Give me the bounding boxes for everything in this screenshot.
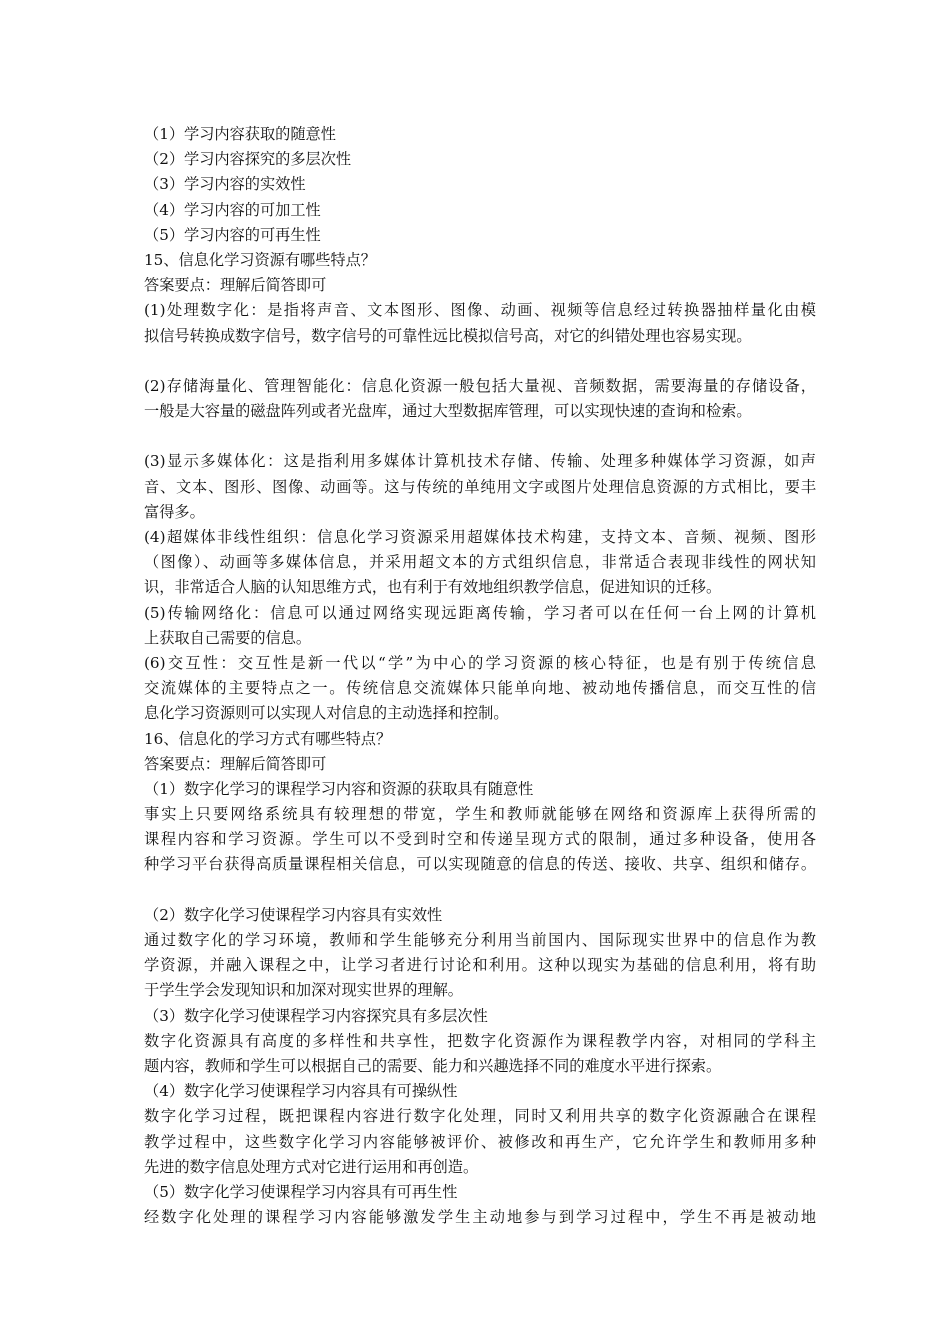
text-line: 15、信息化学习资源有哪些特点？ <box>144 250 376 269</box>
text-line: （2）学习内容探究的多层次性 <box>144 150 352 169</box>
text-line: 答案要点：理解后简答即可 <box>144 276 327 295</box>
text-line: (4)超媒体非线性组织：信息化学习资源采用超媒体技术构建，支持文本、音频、视频、图形 <box>144 528 816 546</box>
text-line: 经数字化处理的课程学习内容能够激发学生主动地参与到学习过程中，学生不再是被动地 <box>144 1208 816 1227</box>
text-line: 数字化资源具有高度的多样性和共享性，把数字化资源作为课程教学内容，对相同的学科主 <box>144 1031 816 1050</box>
text-line: （2）数字化学习使课程学习内容具有实效性 <box>144 905 443 924</box>
text-line: 数字化学习过程，既把课程内容进行数字化处理，同时又利用共享的数字化资源融合在课程 <box>144 1107 816 1126</box>
text-line: (3)显示多媒体化：这是指利用多媒体计算机技术存储、传输、处理多种媒体学习资源，如声 <box>144 452 816 471</box>
text-line: 拟信号转换成数字信号，数字信号的可靠性远比模拟信号高，对它的纠错处理也容易实现。 <box>144 326 752 345</box>
text-line: （图像）、动画等多媒体信息，并采用超文本的方式组织信息，非常适合表现非线性的网状知 <box>144 553 816 572</box>
text-line: （4）学习内容的可加工性 <box>144 200 321 219</box>
text-line: (6)交互性：交互性是新一代以“学”为中心的学习资源的核心特征，也是有别于传统信息 <box>144 653 816 672</box>
text-line: 答案要点：理解后简答即可 <box>144 754 327 773</box>
text-line: 种学习平台获得高质量课程相关信息，可以实现随意的信息的传送、接收、共享、组织和储存。 <box>144 855 816 874</box>
text-line: （1）数字化学习的课程学习内容和资源的获取具有随意性 <box>144 779 534 798</box>
text-line: 交流媒体的主要特点之一。传统信息交流媒体只能单向地、被动地传播信息，而交互性的信 <box>144 679 816 698</box>
text-line: (5)传输网络化：信息可以通过网络实现远距离传输，学习者可以在任何一台上网的计算机 <box>144 603 816 622</box>
blank-line <box>144 878 816 903</box>
text-line: （3）学习内容的实效性 <box>144 175 306 194</box>
text-line: （4）数字化学习使课程学习内容具有可操纵性 <box>144 1082 458 1101</box>
text-line: 识，非常适合人脑的认知思维方式，也有利于有效地组织教学信息，促进知识的迁移。 <box>144 578 722 597</box>
text-line: （5）学习内容的可再生性 <box>144 225 321 244</box>
text-line: 通过数字化的学习环境，教师和学生能够充分利用当前国内、国际现实世界中的信息作为教 <box>144 931 816 949</box>
text-line: 音、文本、图形、图像、动画等。这与传统的单纯用文字或图片处理信息资源的方式相比，要丰 <box>144 477 816 496</box>
text-line: (1)处理数字化：是指将声音、文本图形、图像、动画、视频等信息经过转换器抽样量化由模 <box>144 301 816 320</box>
text-line: 学资源，并融入课程之中，让学习者进行讨论和利用。这种以现实为基础的信息利用，将有助 <box>144 956 816 975</box>
blank-line <box>144 424 816 449</box>
text-line: 先进的数字信息处理方式对它进行运用和再创造。 <box>144 1157 479 1176</box>
text-line: 于学生学会发现知识和加深对现实世界的理解。 <box>144 981 463 1000</box>
text-line: 事实上只要网络系统具有较理想的带宽，学生和教师就能够在网络和资源库上获得所需的 <box>144 805 816 824</box>
text-line: （5）数字化学习使课程学习内容具有可再生性 <box>144 1182 458 1201</box>
text-line: （3）数字化学习使课程学习内容探究具有多层次性 <box>144 1006 488 1025</box>
text-line: 16、信息化的学习方式有哪些特点？ <box>144 729 392 748</box>
text-line: 息化学习资源则可以实现人对信息的主动选择和控制。 <box>144 704 509 723</box>
text-line: 题内容，教师和学生可以根据自己的需要、能力和兴趣选择不同的难度水平进行探索。 <box>144 1056 722 1075</box>
text-line: (2)存储海量化、管理智能化：信息化资源一般包括大量视、音频数据，需要海量的存储设备， <box>144 376 816 395</box>
text-line: 一般是大容量的磁盘阵列或者光盘库，通过大型数据库管理，可以实现快速的查询和检索。 <box>144 402 752 421</box>
text-line: 上获取自己需要的信息。 <box>144 628 312 647</box>
text-line: 富得多。 <box>144 502 205 521</box>
text-line: （1）学习内容获取的随意性 <box>144 125 336 143</box>
text-line: 教学过程中，这些数字化学习内容能够被评价、被修改和再生产，它允许学生和教师用多种 <box>144 1132 816 1151</box>
document-page <box>144 122 816 1230</box>
text-line: 课程内容和学习资源。学生可以不受到时空和传递呈现方式的限制，通过多种设备，使用各 <box>144 830 816 849</box>
blank-line <box>144 349 816 374</box>
